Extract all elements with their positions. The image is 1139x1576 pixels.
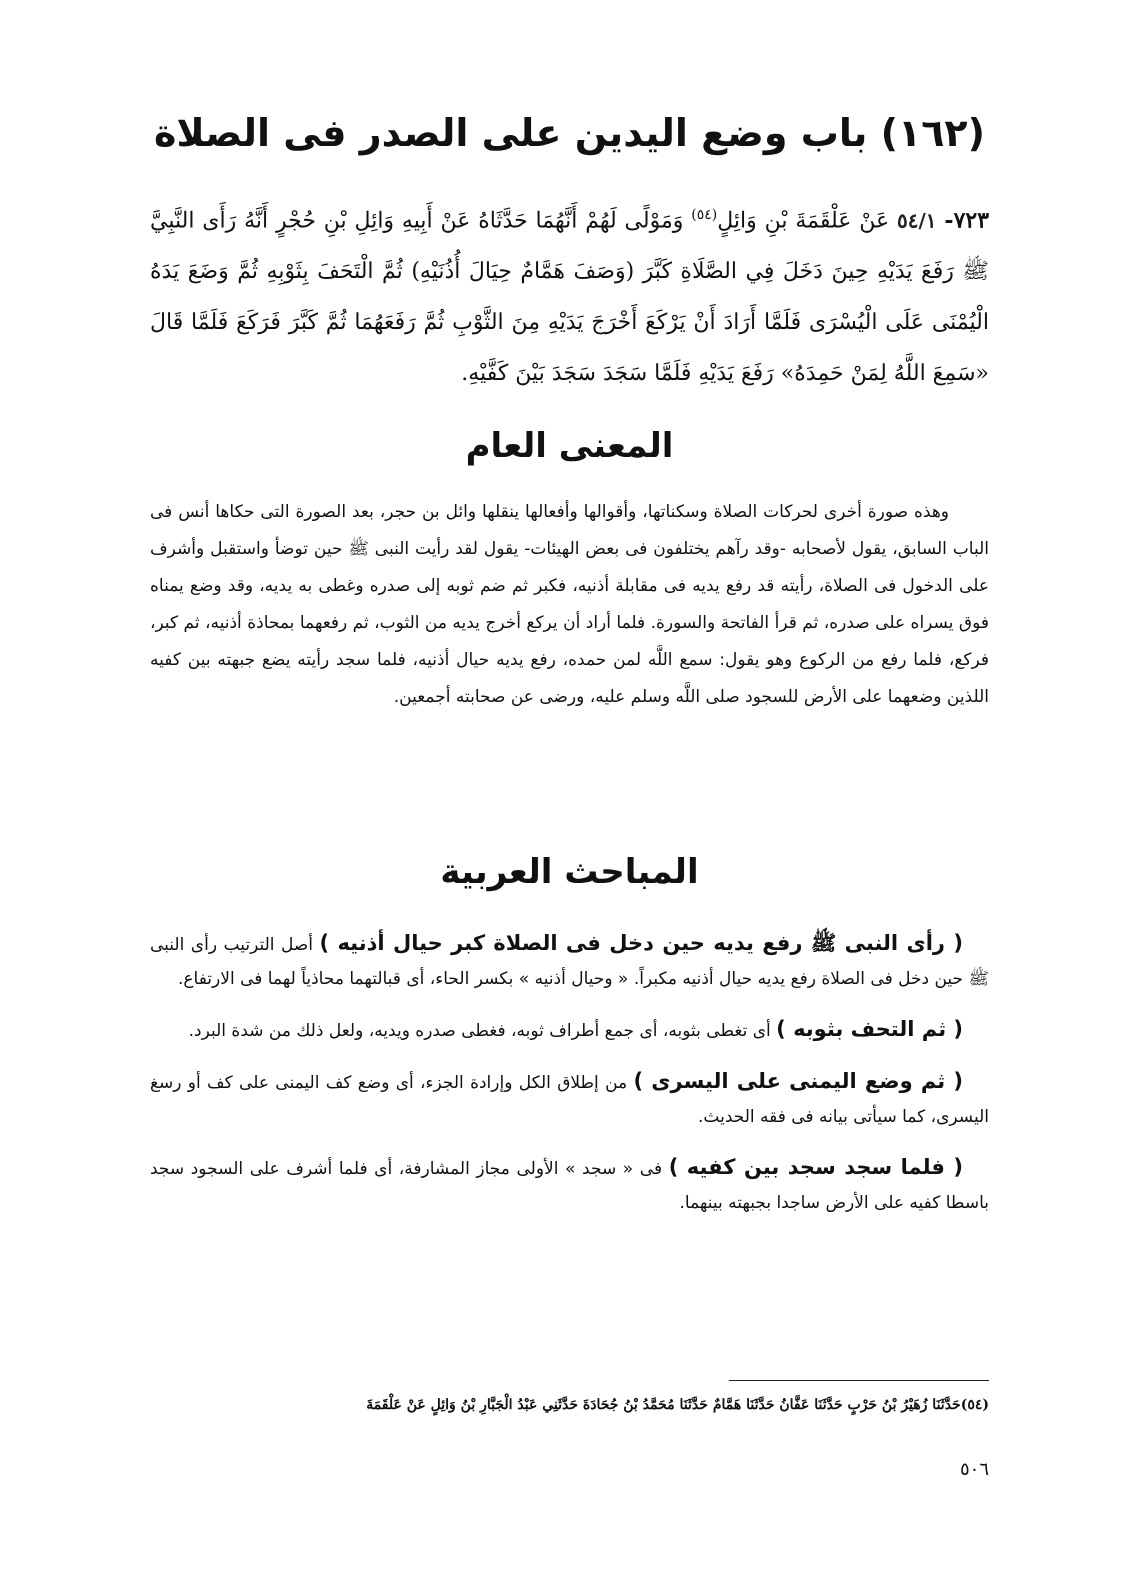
hadith-marker: ٥٤/١ (897, 208, 937, 233)
study-entry-head: ( ثم وضع اليمنى على اليسرى ) (633, 1069, 963, 1093)
arabic-studies-list (150, 926, 989, 1236)
hadith-text-block (150, 190, 989, 399)
study-entry (150, 1150, 989, 1220)
arabic-studies-heading: المباحث العربية (440, 852, 699, 892)
study-entry-head: ( فلما سجد سجد بين كفيه ) (668, 1155, 964, 1179)
study-entry-text: أى تغطى بثوبه، أى جمع أطراف ثوبه، فغطى صدره ويديه، ولعل ذلك من شدة البرد. (188, 1021, 771, 1041)
chapter-title: (١٦٢) باب وضع اليدين على الصدر فى الصلاة (153, 111, 985, 155)
footnote-reference: (٥٤) (691, 207, 718, 223)
study-entry-text: فى « سجد » الأولى مجاز المشارفة، أى فلما أشرف على السجود سجد باسطا كفيه على الأرض ساجدا بجبهته بينهما. (150, 1159, 989, 1213)
hadith-number: ٧٢٣- (944, 207, 990, 234)
study-entry-text: من إطلاق الكل وإرادة الجزء، أى وضع كف اليمنى على كف أو رسغ اليسرى، كما سيأتى بيانه فى فقه الحديث. (150, 1073, 989, 1127)
study-entry-head: ( رأى النبى ﷺ رفع يديه حين دخل فى الصلاة كبر حيال أذنيه ) (319, 931, 963, 955)
study-entry (150, 926, 989, 996)
study-entry (150, 1064, 989, 1134)
study-entry-text: أصل الترتيب رأى النبى ﷺ حين دخل فى الصلاة رفع يديه حيال أذنيه مكبراً. « وحيال أذنيه » بكسر الحاء، أى قبالتهما محاذياً لهما فى الارتفاع. (150, 935, 989, 989)
study-entry-head: ( ثم التحف بثوبه ) (776, 1017, 963, 1041)
page-number: ٥٠٦ (959, 1459, 989, 1480)
hadith-opening: عَنْ عَلْقَمَةَ بْنِ وَائِلٍ (717, 208, 890, 234)
general-meaning-heading: المعنى العام (465, 426, 674, 466)
hadith-body: وَمَوْلًى لَهُمْ أَنَّهُمَا حَدَّثَاهُ عَنْ أَبِيهِ وَائِلِ بْنِ حُجْرٍ أَنَّهُ رَأَى النَّبِيَّ ﷺ رَفَعَ يَدَيْهِ حِينَ دَخَلَ فِي الصَّلَاةِ كَبَّرَ (وَصَفَ هَمَّامٌ حِيَالَ أُذُنَيْهِ) ثُمَّ الْتَحَفَ بِثَوْبِهِ ثُمَّ وَضَعَ يَدَهُ الْيُمْنَى عَلَى الْيُسْرَى فَلَمَّا أَرَادَ أَنْ يَرْكَعَ أَخْرَجَ يَدَيْهِ مِنَ الثَّوْبِ ثُمَّ رَفَعَهُمَا ثُمَّ كَبَّرَ فَرَكَعَ فَلَمَّا قَالَ «سَمِعَ اللَّهُ لِمَنْ حَمِدَهُ» رَفَعَ يَدَيْهِ فَلَمَّا سَجَدَ سَجَدَ بَيْنَ كَفَّيْهِ. (150, 208, 989, 387)
footnote: (٥٤)حَدَّثَنَا زُهَيْرُ بْنُ حَرْبٍ حَدَّثَنَا عَفَّانُ حَدَّثَنَا هَمَّامٌ حَدَّثَنَا مُحَمَّدُ بْنُ جُحَادَةَ حَدَّثَنِي عَبْدُ الْجَبَّارِ بْنُ وَائِلٍ عَنْ عَلْقَمَةَ (366, 1397, 989, 1413)
general-meaning-paragraph: وهذه صورة أخرى لحركات الصلاة وسكناتها، وأقوالها وأفعالها ينقلها وائل بن حجر، بعد الصورة التى حكاها أنس فى الباب السابق، يقول لأصحابه -وقد رآهم يختلفون فى بعض الهيئات- يقول لقد رأيت النبى ﷺ حين توضأ واستقبل وأشرف على الدخول فى الصلاة، رأيته قد رفع يديه فى مقابلة أذنيه، فكبر ثم ضم ثوبه إلى صدره وغطى به يديه، وقد وضع يمناه فوق يسراه على صدره، ثم قرأ الفاتحة والسورة. فلما أراد أن يركع أخرج يديه من الثوب، ثم رفعهما بمحاذة أذنيه، ثم كبر، فركع، فلما رفع من الركوع وهو يقول: سمع اللَّه لمن حمده، رفع يديه حيال أذنيه، فلما سجد رأيته يضع جبهته بين كفيه اللذين وضعهما على الأرض للسجود صلى اللَّه وسلم عليه، ورضى عن صحابته أجمعين. (150, 502, 989, 707)
study-entry (150, 1012, 989, 1048)
footnote-divider (729, 1380, 989, 1381)
